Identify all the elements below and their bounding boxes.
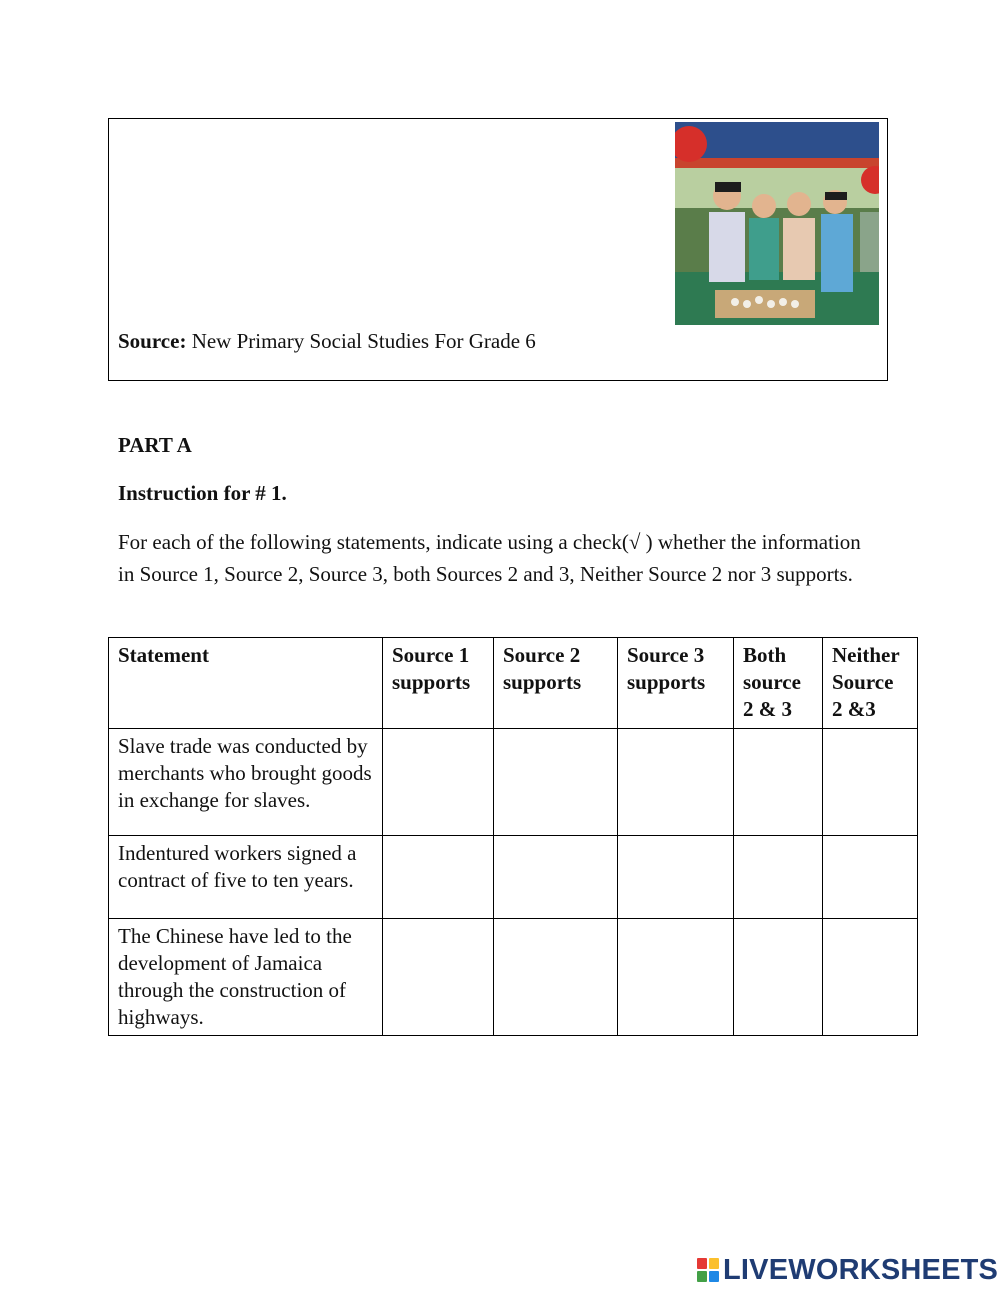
header-neither: Neither Source 2 &3 [823,638,918,729]
check-cell-source-3[interactable] [618,729,734,836]
logo-text: LIVEWORKSHEETS [723,1253,999,1286]
check-cell-source-2[interactable] [494,729,618,836]
header-source-2: Source 2 supports [494,638,618,729]
source-text: New Primary Social Studies For Grade 6 [186,329,536,353]
check-cell-both[interactable] [734,729,823,836]
check-cell-source-3[interactable] [618,919,734,1036]
source-box [108,118,888,381]
liveworksheets-logo [697,1254,998,1286]
logo-blocks-icon [697,1258,719,1282]
header-statement: Statement [109,638,383,729]
table-row [109,836,918,919]
statement-cell: Indentured workers signed a contract of five to ten years. [109,836,383,919]
table-row [109,729,918,836]
header-source-1: Source 1 supports [383,638,494,729]
source-support-table [108,637,918,1036]
check-cell-both[interactable] [734,836,823,919]
check-cell-source-3[interactable] [618,836,734,919]
check-cell-neither[interactable] [823,919,918,1036]
check-cell-source-1[interactable] [383,919,494,1036]
check-cell-both[interactable] [734,919,823,1036]
part-heading: PART A [118,433,192,457]
table-row [109,919,918,1036]
source-label: Source: [118,329,187,353]
instruction-title: Instruction for # 1. [118,481,287,505]
check-cell-source-2[interactable] [494,836,618,919]
header-both: Both source 2 & 3 [734,638,823,729]
check-cell-source-2[interactable] [494,919,618,1036]
check-cell-neither[interactable] [823,836,918,919]
statement-cell: Slave trade was conducted by merchants who brought goods in exchange for slaves. [109,729,383,836]
table-header-row [109,638,918,729]
check-cell-source-1[interactable] [383,729,494,836]
source-citation [118,329,536,354]
check-cell-neither[interactable] [823,729,918,836]
statement-cell: The Chinese have led to the development of Jamaica through the construction of highways. [109,919,383,1036]
instruction-text: For each of the following statements, indicate using a check(√ ) whether the information in Source 1, Source 2, Source 3, both Sources 2 and 3, Neither Source 2 nor 3 supports. [118,530,861,586]
chinese-festival-photo [675,122,879,325]
header-source-3: Source 3 supports [618,638,734,729]
check-cell-source-1[interactable] [383,836,494,919]
